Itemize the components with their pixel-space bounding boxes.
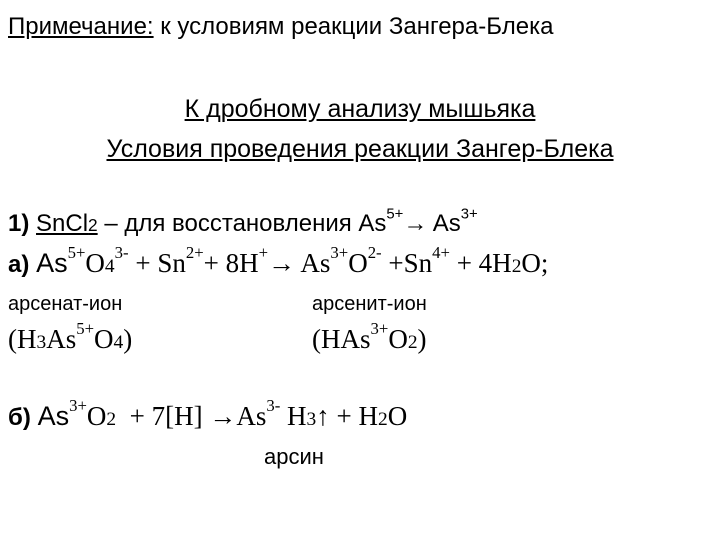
heading-line1: К дробному анализу мышьяка <box>184 95 536 123</box>
eq-a-sn2: +Sn <box>381 248 433 278</box>
equation-a <box>8 242 549 278</box>
eq-a-h: + 8H <box>203 248 259 278</box>
arsine-label: арсин <box>264 444 324 469</box>
arsenate-close: ) <box>123 324 133 354</box>
arsenate-h: (H <box>8 324 37 354</box>
eq-b-as1-charge: 3+ <box>69 395 87 415</box>
arsenite-charge: 3+ <box>370 318 389 338</box>
sncl-subscript: 2 <box>88 215 98 235</box>
item-1-number: 1) <box>8 210 30 237</box>
eq-b-middle: + 7[H] →As <box>116 401 267 431</box>
item-1-text: – для восстановления As <box>97 210 387 237</box>
note-line <box>8 15 553 39</box>
arsenate-label: арсенат-ион <box>8 293 123 315</box>
eq-b-as2-charge: 3- <box>266 395 281 415</box>
arsenite-o: O <box>388 324 408 354</box>
eq-b-label: б) <box>8 404 31 431</box>
eq-a-o1-charge: 3- <box>114 242 129 262</box>
eq-b-as1: As <box>37 401 70 431</box>
eq-a-label: а) <box>8 251 30 278</box>
eq-a-arrow: → As <box>268 248 331 278</box>
eq-a-h-charge: + <box>258 242 269 262</box>
arsenite-label: арсенит-ион <box>312 293 427 315</box>
equation-b <box>8 395 408 431</box>
eq-a-water: + 4H <box>449 248 512 278</box>
sncl-symbol: SnCl <box>36 210 89 237</box>
eq-b-o1: O <box>86 401 107 431</box>
eq-b-o1-sub: 2 <box>106 409 117 430</box>
arsenate-charge: 5+ <box>76 318 95 338</box>
eq-a-as2-charge: 3+ <box>330 242 349 262</box>
eq-a-o1: O <box>85 248 105 278</box>
eq-a-as1-charge: 5+ <box>67 242 86 262</box>
arsenate-as: As <box>46 324 77 354</box>
eq-a-water-sub: 2 <box>511 256 522 277</box>
eq-b-h: H <box>280 401 307 431</box>
arsenite-has: (HAs <box>312 324 371 354</box>
note-text: к условиям реакции Зангера-Блека <box>153 13 554 40</box>
eq-a-sn2-charge: 4+ <box>432 242 450 262</box>
as-charge-5: 5+ <box>386 206 404 223</box>
eq-a-sn: + Sn <box>128 248 186 278</box>
heading-line2: Условия проведения реакции Зангер-Блека <box>106 135 614 163</box>
arsenite-o-sub: 2 <box>407 332 418 353</box>
eq-a-as1: As <box>36 248 68 278</box>
eq-a-o2-charge: 2- <box>367 242 382 262</box>
eq-b-h-sub: 3 <box>306 409 317 430</box>
eq-a-sn-charge: 2+ <box>185 242 204 262</box>
eq-a-o1-sub: 4 <box>104 256 115 277</box>
eq-a-water-end: O; <box>521 248 549 278</box>
arsenite-close: ) <box>417 324 427 354</box>
sncl2-formula <box>36 210 98 237</box>
arsenate-o: O <box>94 324 114 354</box>
eq-b-rest: ↑ + H <box>316 401 378 431</box>
arsenate-o-sub: 4 <box>113 332 124 353</box>
arsenite-formula <box>312 318 427 354</box>
note-label: Примечание: <box>8 13 154 40</box>
as-charge-3: 3+ <box>460 206 478 223</box>
eq-b-water-sub: 2 <box>378 409 388 430</box>
arsenate-h-sub: 3 <box>36 332 47 353</box>
item-1-line <box>8 206 478 237</box>
eq-b-water-end: O <box>387 401 408 431</box>
item-1-arrow: → As <box>403 210 461 237</box>
arsenate-formula <box>8 318 133 354</box>
eq-a-o2: O <box>348 248 368 278</box>
